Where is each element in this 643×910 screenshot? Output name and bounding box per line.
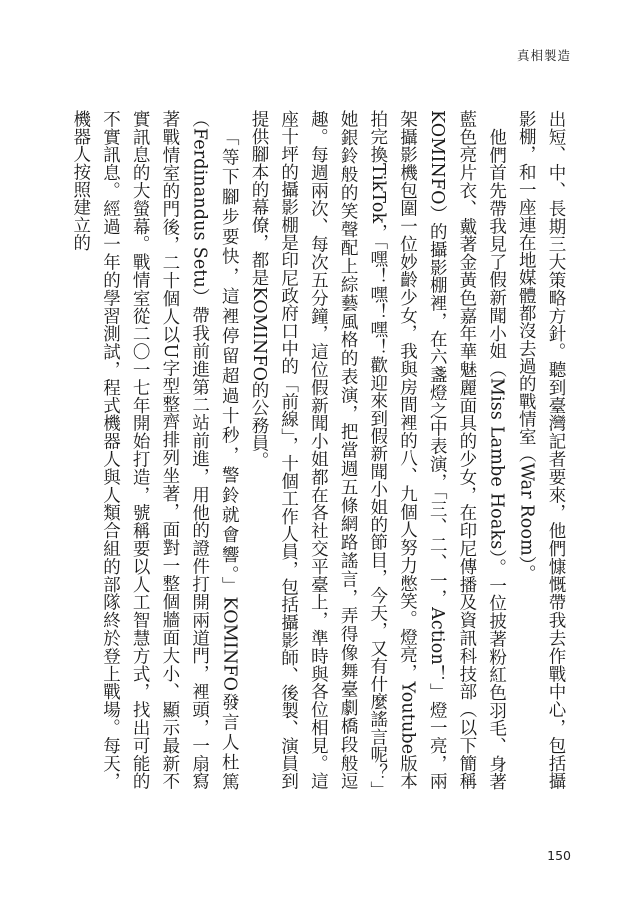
page-number: 150 <box>547 848 571 863</box>
running-head-title: 真相製造 <box>516 48 571 63</box>
paragraph-war-room: 「等下腳步要快，這裡停留超過十秒，警鈴就會響。」KOMINFO發言人杜篤（Ferdinandus Setu）帶我前進第二站前進，用他的證件打開兩道門，裡頭，一扇寫著戰情室的門後，二十個人以U字型整齊排列坐著，面對一整個牆面大小、顯示最新不實訊息的大螢幕。戰情室從二〇一七年開始打造，號稱要以人工智慧方式，找出可能的不實訊息。經過一年的學習測試，程式機器人與人類合組的部隊終於登上戰場。每天，機器人按照建立的 <box>70 110 240 790</box>
paragraph-miss-lambe-hoaks: 他們首先帶我見了假新聞小姐（Miss Lambe Hoaks）。一位披著粉紅色羽毛、身著藍色亮片衣、戴著金黃色嘉年華魅麗面具的少女，在印尼傳播及資訊科技部（以下簡稱KOMINFO）的攝影棚裡，在六盞燈之中表演，「三、二、一，Action！」燈一亮，兩架攝影機包圍一位妙齡少女，我與房間裡的八、九個人努力憋笑。燈亮，Youtube版本拍完換TikTok，「嘿！嘿！嘿！歡迎來到假新聞小姐的節目，今天，又有什麼謠言呢？」她銀鈴般的笑聲配上綜藝風格的表演，把當週五條網路謠言，弄得像舞臺劇橋段般逗趣。每週兩次、每次五分鐘，這位假新聞小姐都在各社交平臺上，準時與各位相見。這座十坪的攝影棚是印尼政府口中的「前線」，十個工作人員，包括攝影師、後製、演員到提供腳本的幕僚，都是KOMINFO的公務員。 <box>248 110 507 790</box>
vertical-text-body <box>70 110 570 790</box>
paragraph-continued: 出短、中、長期三大策略方針。聽到臺灣記者要來，他們慷慨帶我去作戰中心，包括攝影棚，和一座連在地媒體都沒去過的戰情室（War Room）。 <box>516 110 566 790</box>
